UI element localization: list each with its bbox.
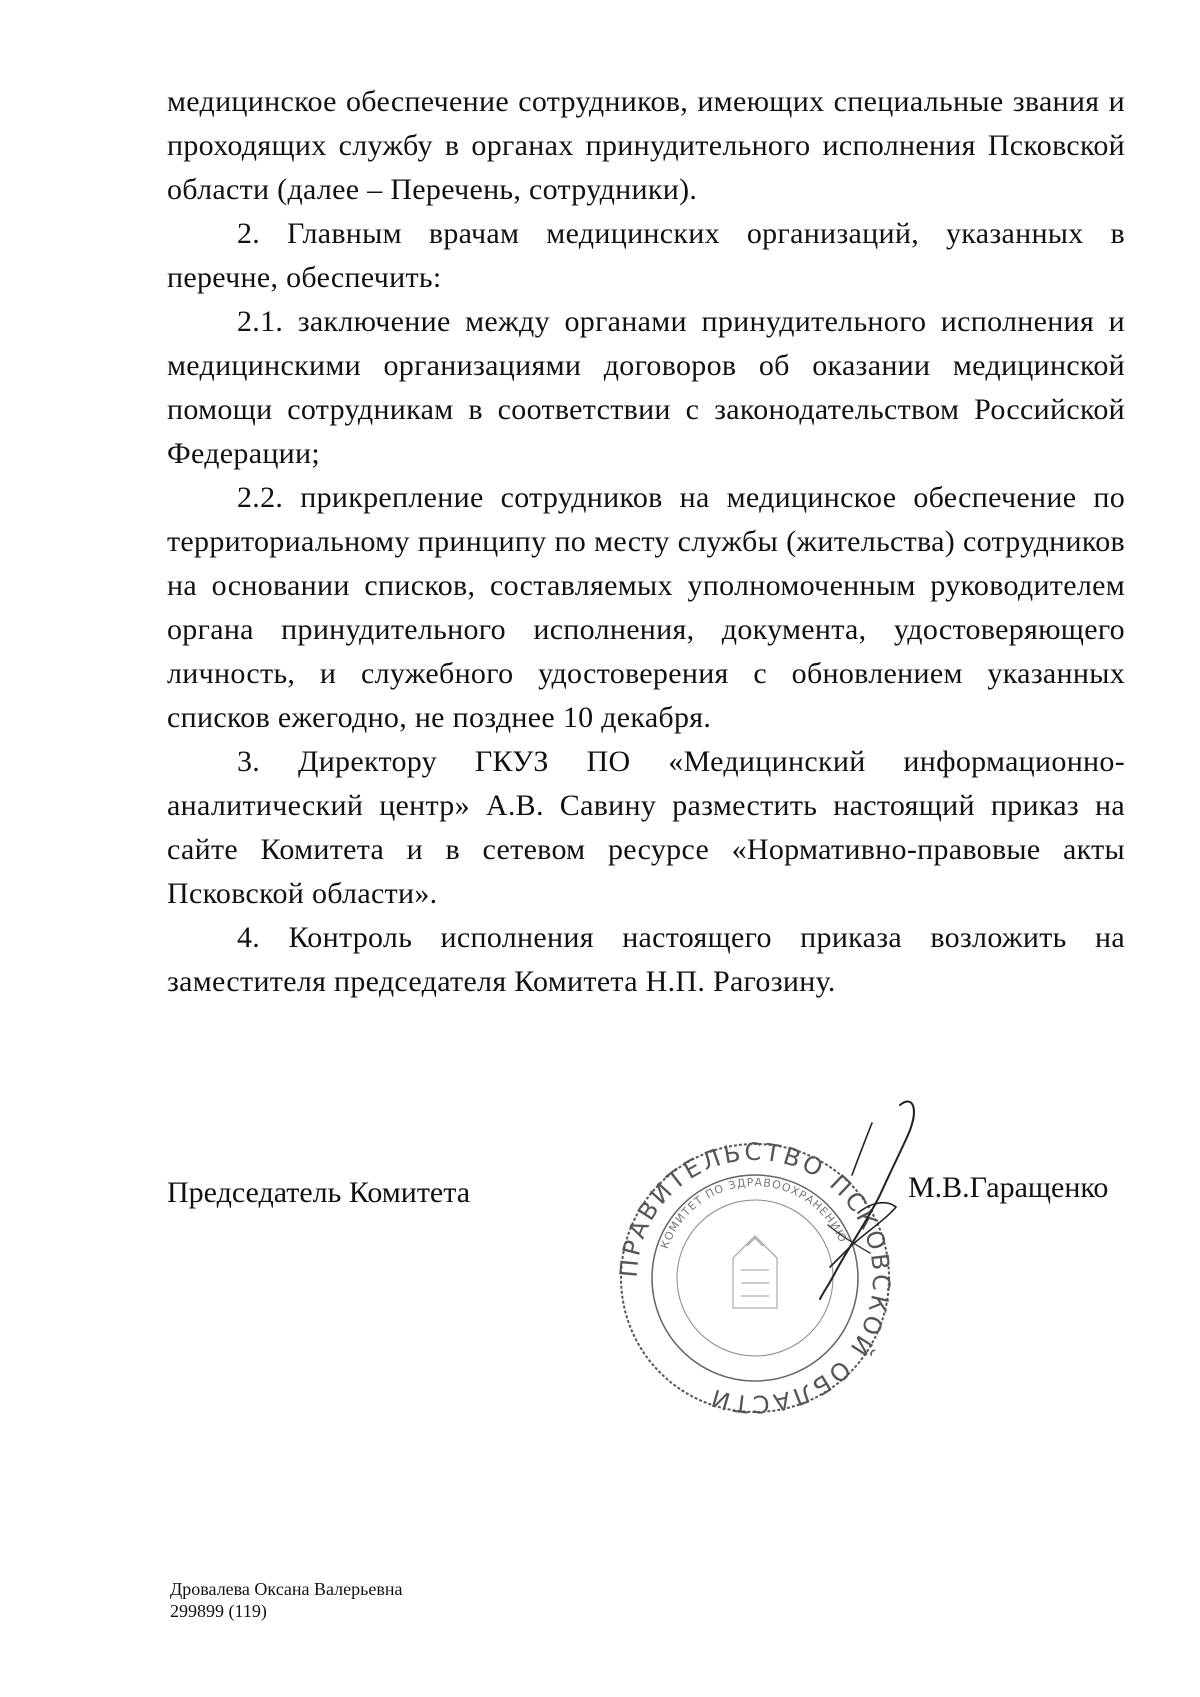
paragraph-intro: медицинское обеспечение сотрудников, имеющих специальные звания и проходящих службу в органах принудительного исполнения Псковской области (далее – Перечень, сотрудники). <box>167 85 1125 206</box>
stamp-inner-text: КОМИТЕТ ПО ЗДРАВООХРАНЕНИЮ <box>658 1175 850 1251</box>
document-body <box>167 80 1125 1004</box>
paragraph-item-4: 4. Контроль исполнения настоящего приказа возложить на заместителя председателя Комитета Н.П. Рагозину. <box>167 921 1125 998</box>
paragraph-item-2-1: 2.1. заключение между органами принудительного исполнения и медицинскими организациями договоров об оказании медицинской помощи сотрудникам в соответствии с законодательством Российской Федерации; <box>167 305 1125 470</box>
footer-author: Дровалева Оксана Валерьевна <box>170 1579 403 1599</box>
signatory-name: М.В.Гаращенко <box>908 1171 1109 1204</box>
paragraph-item-2-2: 2.2. прикрепление сотрудников на медицинское обеспечение по территориальному принципу по месту службы (жительства) сотрудников на основании списков, составляемых уполномоченным руководителем органа принудительного исполнения, документа, удостоверяющего личность, и служебного удостоверения с обновлением указанных списков ежегодно, не позднее 10 декабря. <box>167 481 1125 734</box>
signatory-title: Председатель Комитета <box>167 1176 471 1209</box>
footer-phone: 299899 (119) <box>170 1601 267 1621</box>
stamp-emblem <box>733 1236 777 1308</box>
paragraph-item-2: 2. Главным врачам медицинских организаций, указанных в перечне, обеспечить: <box>167 217 1125 294</box>
paragraph-item-3: 3. Директору ГКУЗ ПО «Медицинский информационно-аналитический центр» А.В. Савину разместить настоящий приказ на сайте Комитета и в сетевом ресурсе «Нормативно-правовые акты Псковской области». <box>167 745 1125 910</box>
document-footer <box>170 1578 402 1622</box>
stamp-outer-text: ПРАВИТЕЛЬСТВО ПСКОВСКОЙ ОБЛАСТИ <box>615 1138 895 1418</box>
